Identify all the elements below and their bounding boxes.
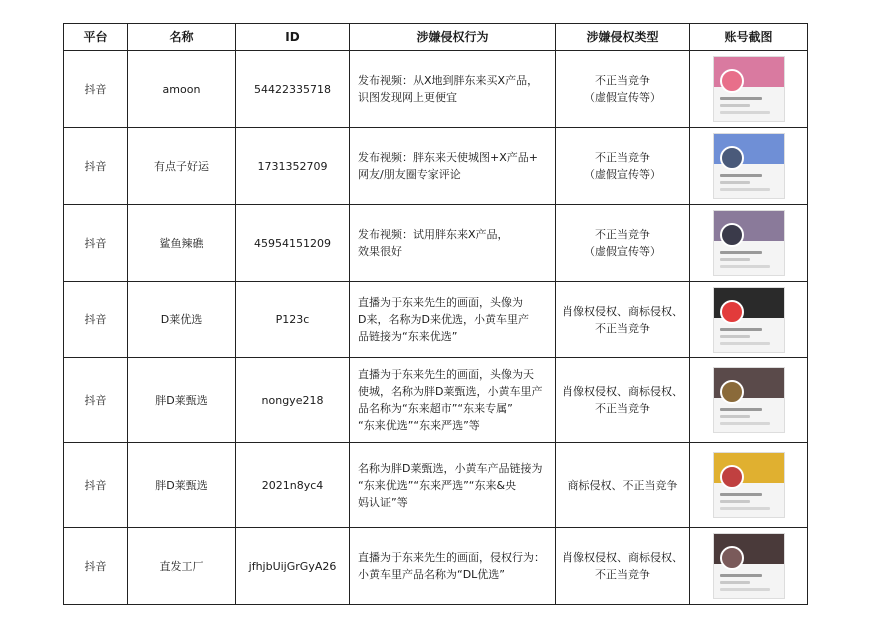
cell-behavior <box>350 282 556 358</box>
type-line: （虚假宣传等） <box>584 245 661 258</box>
account-screenshot <box>713 210 785 276</box>
avatar <box>720 546 744 570</box>
cell-behavior <box>350 205 556 282</box>
screenshot-text-line <box>720 588 770 591</box>
type-line: 不正当竞争 <box>595 151 650 164</box>
table-row <box>64 528 808 605</box>
account-screenshot <box>713 56 785 122</box>
account-screenshot <box>713 133 785 199</box>
cell-behavior <box>350 51 556 128</box>
table-row <box>64 205 808 282</box>
cell-id: P123c <box>236 282 350 358</box>
type-line: 不正当竞争 <box>595 568 650 581</box>
avatar <box>720 380 744 404</box>
type-line: 肖像权侵权、商标侵权、 <box>562 385 683 398</box>
screenshot-text-line <box>720 581 750 584</box>
cell-id: 54422335718 <box>236 51 350 128</box>
screenshot-text-line <box>720 408 762 411</box>
table-header-row <box>64 24 808 51</box>
behavior-line: D来，名称为D来优选，小黄车里产 <box>358 313 529 326</box>
behavior-line: 小黄车里产品名称为“DL优选” <box>358 568 505 581</box>
type-line: 商标侵权、不正当竞争 <box>567 478 678 492</box>
behavior-line: 发布视频：胖东来天使城图+X产品+ <box>358 151 538 164</box>
table-row <box>64 282 808 358</box>
behavior-line: “东来优选”“东来严选”等 <box>358 419 480 432</box>
header-platform: 平台 <box>64 24 128 51</box>
cell-type <box>556 51 690 128</box>
screenshot-text-line <box>720 258 750 261</box>
behavior-line: 直播为于东来先生的画面，头像为 <box>358 296 523 309</box>
screenshot-text-line <box>720 507 770 510</box>
cell-behavior <box>350 528 556 605</box>
cell-name: amoon <box>128 51 236 128</box>
cell-id: 45954151209 <box>236 205 350 282</box>
type-line: 不正当竞争 <box>595 228 650 241</box>
table-row <box>64 358 808 443</box>
cell-name: D莱优选 <box>128 282 236 358</box>
behavior-line: 名称为胖D莱甄选，小黄车产品链接为 <box>358 461 543 475</box>
cell-type <box>556 528 690 605</box>
cell-id: jfhjbUijGrGyA26 <box>236 528 350 605</box>
screenshot-text-line <box>720 328 762 331</box>
cell-screenshot <box>690 443 808 528</box>
cell-screenshot <box>690 358 808 443</box>
avatar <box>720 69 744 93</box>
cell-platform: 抖音 <box>64 358 128 443</box>
screenshot-text-line <box>720 415 750 418</box>
cell-type <box>556 282 690 358</box>
header-type: 涉嫌侵权类型 <box>556 24 690 51</box>
screenshot-text-line <box>720 111 770 114</box>
table-row <box>64 443 808 528</box>
behavior-line: 直播为于东来先生的画面，侵权行为： <box>358 551 545 564</box>
screenshot-text-line <box>720 335 750 338</box>
cell-name: 鲨鱼辣礁 <box>128 205 236 282</box>
screenshot-text-line <box>720 174 762 177</box>
cell-screenshot <box>690 51 808 128</box>
cell-platform: 抖音 <box>64 528 128 605</box>
behavior-line: 发布视频：从X地到胖东来买X产品， <box>358 74 539 87</box>
cell-name: 胖D莱甄选 <box>128 443 236 528</box>
cell-type <box>556 358 690 443</box>
screenshot-text-line <box>720 97 762 100</box>
type-line: （虚假宣传等） <box>584 168 661 181</box>
cell-type <box>556 205 690 282</box>
avatar <box>720 223 744 247</box>
account-screenshot <box>713 287 785 353</box>
avatar <box>720 300 744 324</box>
cell-type <box>556 443 690 528</box>
type-line: 不正当竞争 <box>595 402 650 415</box>
behavior-line: 效果很好 <box>358 245 402 258</box>
cell-behavior <box>350 358 556 443</box>
screenshot-text-line <box>720 188 770 191</box>
behavior-line: “东来优选”“东来严选”“东来&央 <box>358 478 517 492</box>
cell-id: 2021n8yc4 <box>236 443 350 528</box>
cell-platform: 抖音 <box>64 205 128 282</box>
header-behavior: 涉嫌侵权行为 <box>350 24 556 51</box>
screenshot-text-line <box>720 104 750 107</box>
account-screenshot <box>713 533 785 599</box>
table-row <box>64 128 808 205</box>
behavior-line: 品链接为“东来优选” <box>358 330 458 343</box>
behavior-line: 直播为于东来先生的画面，头像为天 <box>358 368 534 381</box>
type-line: 不正当竞争 <box>595 321 650 335</box>
screenshot-text-line <box>720 493 762 496</box>
behavior-line: 品名称为“东来超市”“东来专属” <box>358 402 513 415</box>
screenshot-text-line <box>720 342 770 345</box>
header-name: 名称 <box>128 24 236 51</box>
type-line: 肖像权侵权、商标侵权、 <box>562 551 683 564</box>
cell-platform: 抖音 <box>64 51 128 128</box>
behavior-line: 使城，名称为胖D莱甄选，小黄车里产 <box>358 385 543 398</box>
cell-name: 有点子好运 <box>128 128 236 205</box>
cell-id: 1731352709 <box>236 128 350 205</box>
type-line: 不正当竞争 <box>595 74 650 87</box>
behavior-line: 发布视频：试用胖东来X产品， <box>358 228 509 241</box>
avatar <box>720 465 744 489</box>
screenshot-text-line <box>720 574 762 577</box>
screenshot-text-line <box>720 265 770 268</box>
behavior-line: 妈认证”等 <box>358 495 408 509</box>
account-screenshot <box>713 452 785 518</box>
behavior-line: 网友/朋友圈专家评论 <box>358 168 461 181</box>
table-row <box>64 51 808 128</box>
cell-screenshot <box>690 282 808 358</box>
type-line: （虚假宣传等） <box>584 91 661 104</box>
header-id: ID <box>236 24 350 51</box>
cell-platform: 抖音 <box>64 282 128 358</box>
cell-platform: 抖音 <box>64 443 128 528</box>
cell-name: 胖D莱甄选 <box>128 358 236 443</box>
screenshot-text-line <box>720 500 750 503</box>
cell-type <box>556 128 690 205</box>
cell-screenshot <box>690 528 808 605</box>
cell-behavior <box>350 443 556 528</box>
account-screenshot <box>713 367 785 433</box>
header-screenshot: 账号截图 <box>690 24 808 51</box>
cell-screenshot <box>690 205 808 282</box>
screenshot-text-line <box>720 422 770 425</box>
cell-behavior <box>350 128 556 205</box>
cell-name: 直发工厂 <box>128 528 236 605</box>
screenshot-text-line <box>720 181 750 184</box>
behavior-line: 识图发现网上更便宜 <box>358 91 457 104</box>
cell-screenshot <box>690 128 808 205</box>
screenshot-text-line <box>720 251 762 254</box>
infringement-table <box>63 23 808 605</box>
cell-platform: 抖音 <box>64 128 128 205</box>
cell-id: nongye218 <box>236 358 350 443</box>
type-line: 肖像权侵权、商标侵权、 <box>562 304 683 318</box>
avatar <box>720 146 744 170</box>
